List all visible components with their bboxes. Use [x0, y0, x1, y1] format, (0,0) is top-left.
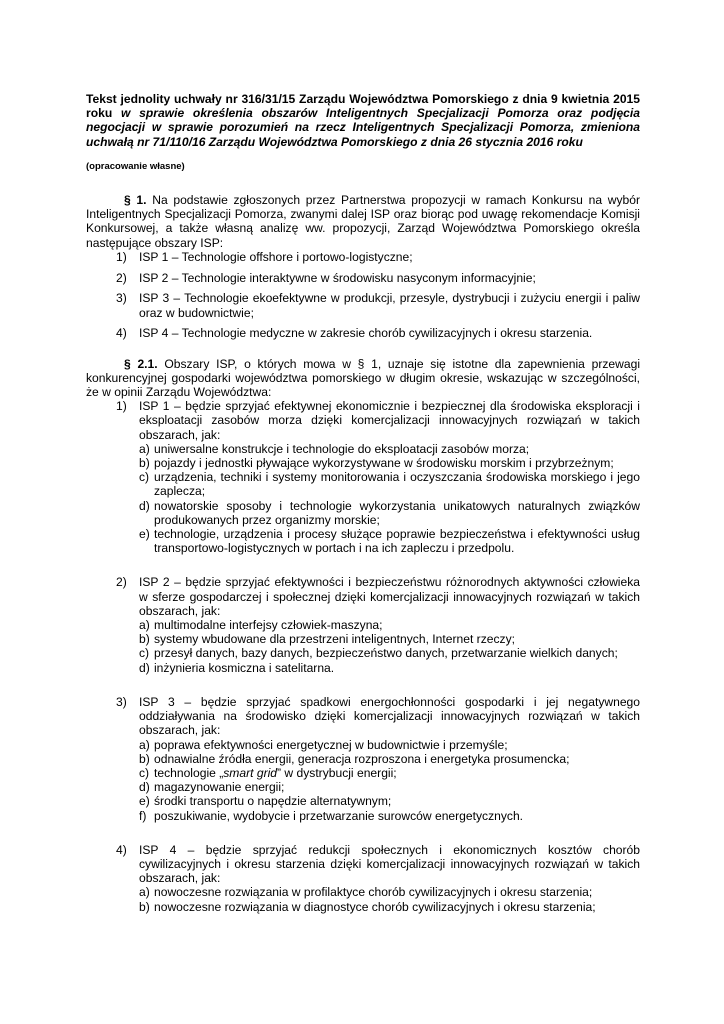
sub-item-letter: a): [139, 885, 150, 900]
sub-item: [139, 885, 640, 899]
sub-item-letter: a): [139, 737, 150, 752]
sub-item-text-em: smart grid: [223, 765, 278, 780]
list-item-number: 4): [116, 842, 127, 857]
sub-item-text: pojazdy i jednostki pływające wykorzystywane w środowisku morskim i przybrzeżnym;: [154, 456, 614, 471]
sub-item-letter: d): [139, 780, 150, 795]
list-item-number: 1): [116, 249, 127, 264]
sub-item-text: uniwersalne konstrukcje i technologie do eksploatacji zasobów morza;: [154, 441, 530, 456]
sub-item: [139, 738, 640, 752]
isp-4-text: ISP 4 – będzie sprzyjać redukcji społecznych i ekonomicznych kosztów chorób cywilizacyjnych i okresu starzenia dzięki komercjalizacji innowacyjnych rozwiązań w takich obszarach, jak:: [139, 842, 640, 886]
isp-3-sublist: [139, 738, 640, 823]
sub-item-letter: f): [139, 808, 147, 823]
sub-item-text: multimodalne interfejsy człowiek-maszyna;: [154, 618, 383, 633]
sub-item-text: poprawa efektywności energetycznej w budownictwie i przemyśle;: [154, 737, 508, 752]
sub-item-text: inżynieria kosmiczna i satelitarna.: [154, 660, 335, 675]
sub-item: [139, 456, 640, 470]
sub-item: [139, 766, 640, 780]
sub-item: [139, 499, 640, 527]
section-1-mark: § 1.: [124, 193, 147, 208]
sub-item-letter: e): [139, 794, 150, 809]
sub-item: [139, 646, 640, 660]
sub-item-text: systemy wbudowane dla przestrzeni inteligentnych, Internet rzeczy;: [154, 632, 515, 647]
sub-item-letter: e): [139, 527, 150, 542]
sub-item-text: nowoczesne rozwiązania w diagnostyce chorób cywilizacyjnych i okresu starzenia;: [154, 899, 596, 914]
sub-item-letter: c): [139, 646, 150, 661]
sub-item-letter: c): [139, 470, 150, 485]
source-note: (opracowanie własne): [86, 160, 185, 172]
sub-item-text: nowoczesne rozwiązania w profilaktyce chorób cywilizacyjnych i okresu starzenia;: [154, 885, 593, 900]
isp-1-text: ISP 1 – będzie sprzyjać efektywnej ekonomicznie i bezpiecznej dla środowiska eksploracji i eksploatacji zasobów morza dzięki komercjalizacji innowacyjnych rozwiązań w takich obszarach, jak:: [139, 399, 640, 442]
section-2-paragraph: [86, 357, 640, 400]
sub-item-text: odnawialne źródła energii, generacja rozproszona i energetyka prosumencka;: [154, 751, 570, 766]
sub-item-text: przesył danych, bazy danych, bezpieczeństwo danych, przetwarzanie wielkich danych;: [154, 646, 618, 661]
sub-item: [139, 794, 640, 808]
sub-item-letter: b): [139, 899, 150, 914]
document-title: [86, 92, 640, 149]
section-1-paragraph: [86, 193, 640, 250]
list-item: [86, 271, 640, 285]
sub-item-letter: c): [139, 765, 150, 780]
isp-detail-list: [86, 399, 640, 914]
sub-item-letter: b): [139, 751, 150, 766]
sub-item: [139, 900, 640, 914]
isp-area-list: [86, 250, 640, 341]
list-item-number: 2): [116, 575, 127, 590]
list-item-text: ISP 3 – Technologie ekoefektywne w produkcji, przesyle, dystrybucji i zużyciu energii i paliw oraz w budownictwie;: [139, 291, 640, 320]
section-2-text: Obszary ISP, o których mowa w § 1, uznaje się istotne dla zapewnienia przewagi konkurencyjnej gospodarki województwa pomorskiego w długim okresie, wskazując w szczególności, że w opinii Zarządu Województwa:: [86, 356, 641, 400]
isp-1-item: [86, 399, 640, 555]
section-1-text: Na podstawie zgłoszonych przez Partnerstwa propozycji w ramach Konkursu na wybór Inteligentnych Specjalizacji Pomorza, zwanymi dalej ISP oraz biorąc pod uwagę rekomendacje Komisji Konkursowej, a także własną analizę ww. propozycji, Zarząd Województwa Pomorskiego określa następujące obszary ISP:: [86, 193, 640, 250]
isp-2-text: ISP 2 – będzie sprzyjać efektywności i bezpieczeństwu różnorodnych aktywności człowieka w sferze gospodarczej i społecznej dzięki komercjalizacji innowacyjnych rozwiązań w takich obszarach, jak:: [139, 575, 640, 618]
document-page: [86, 90, 640, 934]
isp-4-item: [86, 843, 640, 914]
isp-2-item: [86, 575, 640, 674]
title-resolution-ref: Tekst jednolity uchwały nr 316/31/15 Zarządu Województwa Pomorskiego z dnia 9 kwietnia 2015 roku: [86, 92, 640, 121]
sub-item-text: technologie, urządzenia i procesy służące poprawie bezpieczeństwa i efektywności usług transportowo-logistycznych w portach i na ich zapleczu i przedpolu.: [154, 527, 640, 556]
list-item-number: 3): [116, 291, 127, 306]
sub-item-text: środki transportu o napędzie alternatywnym;: [154, 794, 392, 809]
list-item-number: 3): [116, 694, 127, 709]
list-item-text: ISP 4 – Technologie medyczne w zakresie chorób cywilizacyjnych i okresu starzenia.: [139, 326, 593, 341]
list-item: [86, 291, 640, 319]
section-2-mark: § 2.1.: [124, 356, 158, 371]
sub-item-letter: a): [139, 441, 150, 456]
sub-item: [139, 470, 640, 498]
sub-item: [139, 632, 640, 646]
sub-item-text: urządzenia, techniki i systemy monitorowania i oczyszczania środowiska morskiego i jego zaplecza;: [154, 470, 640, 499]
sub-item: [139, 752, 640, 766]
list-item: [86, 250, 640, 264]
sub-item-text: poszukiwanie, wydobycie i przetwarzanie surowców energetycznych.: [154, 808, 524, 823]
list-item: [86, 326, 640, 340]
sub-item-letter: d): [139, 498, 150, 513]
sub-item: [139, 527, 640, 555]
sub-item: [139, 809, 640, 823]
isp-3-text: ISP 3 – będzie sprzyjać spadkowi energochłonności gospodarki i jej negatywnego oddziaływania na środowisko dzięki komercjalizacji innowacyjnych rozwiązań w takich obszarach, jak:: [139, 694, 640, 738]
sub-item: [139, 442, 640, 456]
sub-item-letter: d): [139, 660, 150, 675]
list-item-number: 4): [116, 326, 127, 341]
list-item-number: 2): [116, 270, 127, 285]
sub-item-text: nowatorskie sposoby i technologie wykorzystania unikatowych naturalnych związków produkowanych przez organizmy morskie;: [154, 498, 640, 527]
sub-item-text-pre: technologie „: [154, 765, 224, 780]
isp-2-sublist: [139, 618, 640, 675]
isp-4-sublist: [139, 885, 640, 913]
sub-item-text: magazynowanie energii;: [154, 780, 285, 795]
sub-item-letter: a): [139, 618, 150, 633]
list-item-text: ISP 1 – Technologie offshore i portowo-logistyczne;: [139, 249, 413, 264]
sub-item: [139, 618, 640, 632]
isp-3-item: [86, 695, 640, 823]
isp-1-sublist: [139, 442, 640, 556]
sub-item: [139, 661, 640, 675]
sub-item: [139, 780, 640, 794]
sub-item-letter: b): [139, 456, 150, 471]
list-item-number: 1): [116, 399, 127, 414]
sub-item-letter: b): [139, 632, 150, 647]
sub-item-text-post: ” w dystrybucji energii;: [277, 765, 397, 780]
list-item-text: ISP 2 – Technologie interaktywne w środowisku nasyconym informacyjnie;: [139, 270, 536, 285]
title-subject: w sprawie określenia obszarów Inteligentnych Specjalizacji Pomorza oraz podjęcia negocjacji w sprawie porozumień na rzecz Inteligentnych Specjalizacji Pomorza, zmieniona uchwałą nr 71/110/16 Zarządu Województwa Pomorskiego z dnia 26 stycznia 2016 roku: [86, 106, 640, 149]
